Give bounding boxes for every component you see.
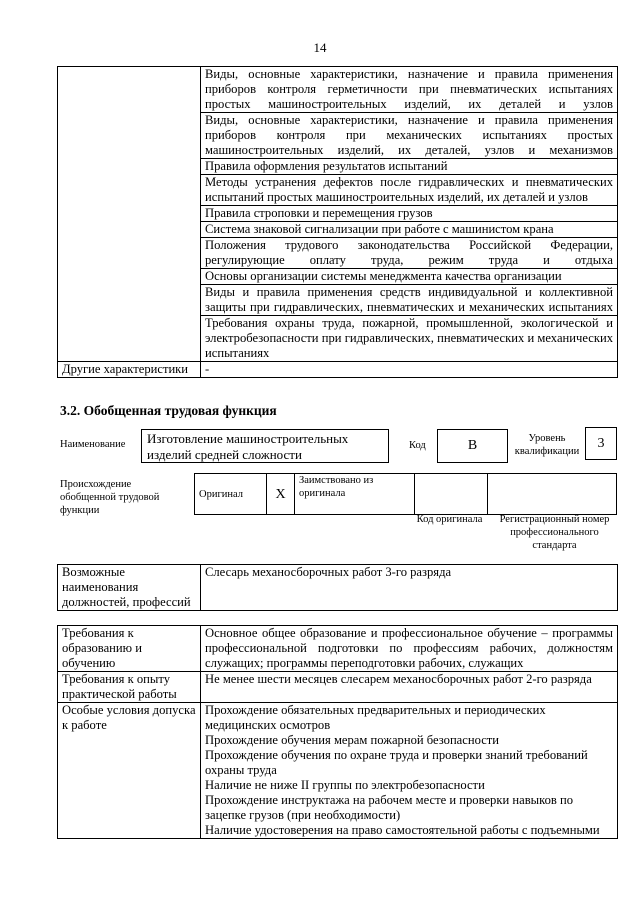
other-characteristics-label: Другие характеристики (58, 362, 201, 378)
code-caption: Код оригинала (416, 514, 483, 525)
special-condition-item: Прохождение обучения по охране труда и проверки знаний требований охраны труда (205, 748, 588, 777)
other-characteristics-value: - (201, 362, 618, 378)
qualification-level-value: 3 (585, 427, 617, 460)
reg-number-caption: Регистрационный номер профессионального стандарта (499, 514, 610, 551)
special-condition-item: Прохождение инструктажа на рабочем месте и проверки навыков по зацепке грузов (при необходимости) (205, 793, 574, 822)
knowledge-table (57, 66, 618, 378)
requirements-table (57, 625, 618, 839)
special-condition-item: Наличие не ниже II группы по электробезопасности (205, 778, 485, 792)
page-number: 14 (313, 40, 327, 55)
knowledge-item: Методы устранения дефектов после гидравлических и пневматических испытаний простых машиностроительных изделий, их деталей и узлов (201, 175, 618, 206)
original-mark: X (267, 474, 295, 515)
knowledge-item: Правила оформления результатов испытаний (201, 159, 618, 175)
name-label: Наименование (60, 439, 126, 450)
knowledge-item: Правила строповки и перемещения грузов (201, 206, 618, 222)
education-value: Основное общее образование и профессиональное обучение – программы профессиональной подготовки по профессиям рабочих, должностям служащих; программы переподготовки рабочих, служащих (201, 626, 618, 672)
code-label: Код (409, 440, 426, 451)
experience-value: Не менее шести месяцев слесарем механосборочных работ 2-го разряда (201, 672, 618, 703)
knowledge-item: Система знаковой сигнализации при работе с машинистом крана (201, 222, 618, 238)
positions-table (57, 564, 618, 611)
education-label: Требования к образованию и обучению (58, 626, 201, 672)
origin-table (194, 473, 617, 515)
level-label: Уровень квалификации (514, 433, 580, 457)
knowledge-item: Требования охраны труда, пожарной, промышленной, экологической и электробезопасности при гидравлических, пневматических и механических испытаниях (201, 316, 618, 362)
knowledge-item: Виды, основные характеристики, назначение и правила применения приборов контроля герметичности при пневматических испытаниях простых машиностроительных изделий, их деталей и узлов (201, 67, 618, 113)
origin-label: Происхождение обобщенной трудовой функции (60, 479, 160, 516)
section-heading: 3.2. Обобщенная трудовая функция (60, 403, 277, 418)
knowledge-item: Основы организации системы менеджмента качества организации (201, 269, 618, 285)
function-name-value: Изготовление машиностроительных изделий средней сложности (141, 429, 389, 463)
knowledge-item: Положения трудового законодательства Российской Федерации, регулирующие оплату труда, режим труда и отдыха (201, 238, 618, 269)
special-conditions-label: Особые условия допуска к работе (58, 703, 201, 839)
special-condition-item: Наличие удостоверения на право самостоятельной работы с подъемными (205, 823, 600, 837)
positions-value: Слесарь механосборочных работ 3-го разряда (201, 565, 618, 611)
experience-label: Требования к опыту практической работы (58, 672, 201, 703)
origin-code-cell (415, 474, 488, 515)
special-condition-item: Прохождение обязательных предварительных и периодических медицинских осмотров (205, 703, 546, 732)
origin-reg-number-cell (488, 474, 617, 515)
knowledge-item: Виды и правила применения средств индивидуальной и коллективной защиты при гидравлических, пневматических и механических испытаниях (201, 285, 618, 316)
function-code-value: B (437, 429, 508, 463)
special-condition-item: Прохождение обучения мерам пожарной безопасности (205, 733, 500, 747)
knowledge-item: Виды, основные характеристики, назначение и правила применения приборов контроля при механических испытаниях простых машиностроительных изделий, их деталей, узлов и механизмов (201, 113, 618, 159)
borrowed-label: Заимствовано из оригинала (295, 474, 415, 515)
original-label: Оригинал (195, 474, 267, 515)
empty-label-cell (58, 67, 201, 362)
positions-label: Возможные наименования должностей, профессий (58, 565, 201, 611)
special-conditions-value (201, 703, 618, 839)
